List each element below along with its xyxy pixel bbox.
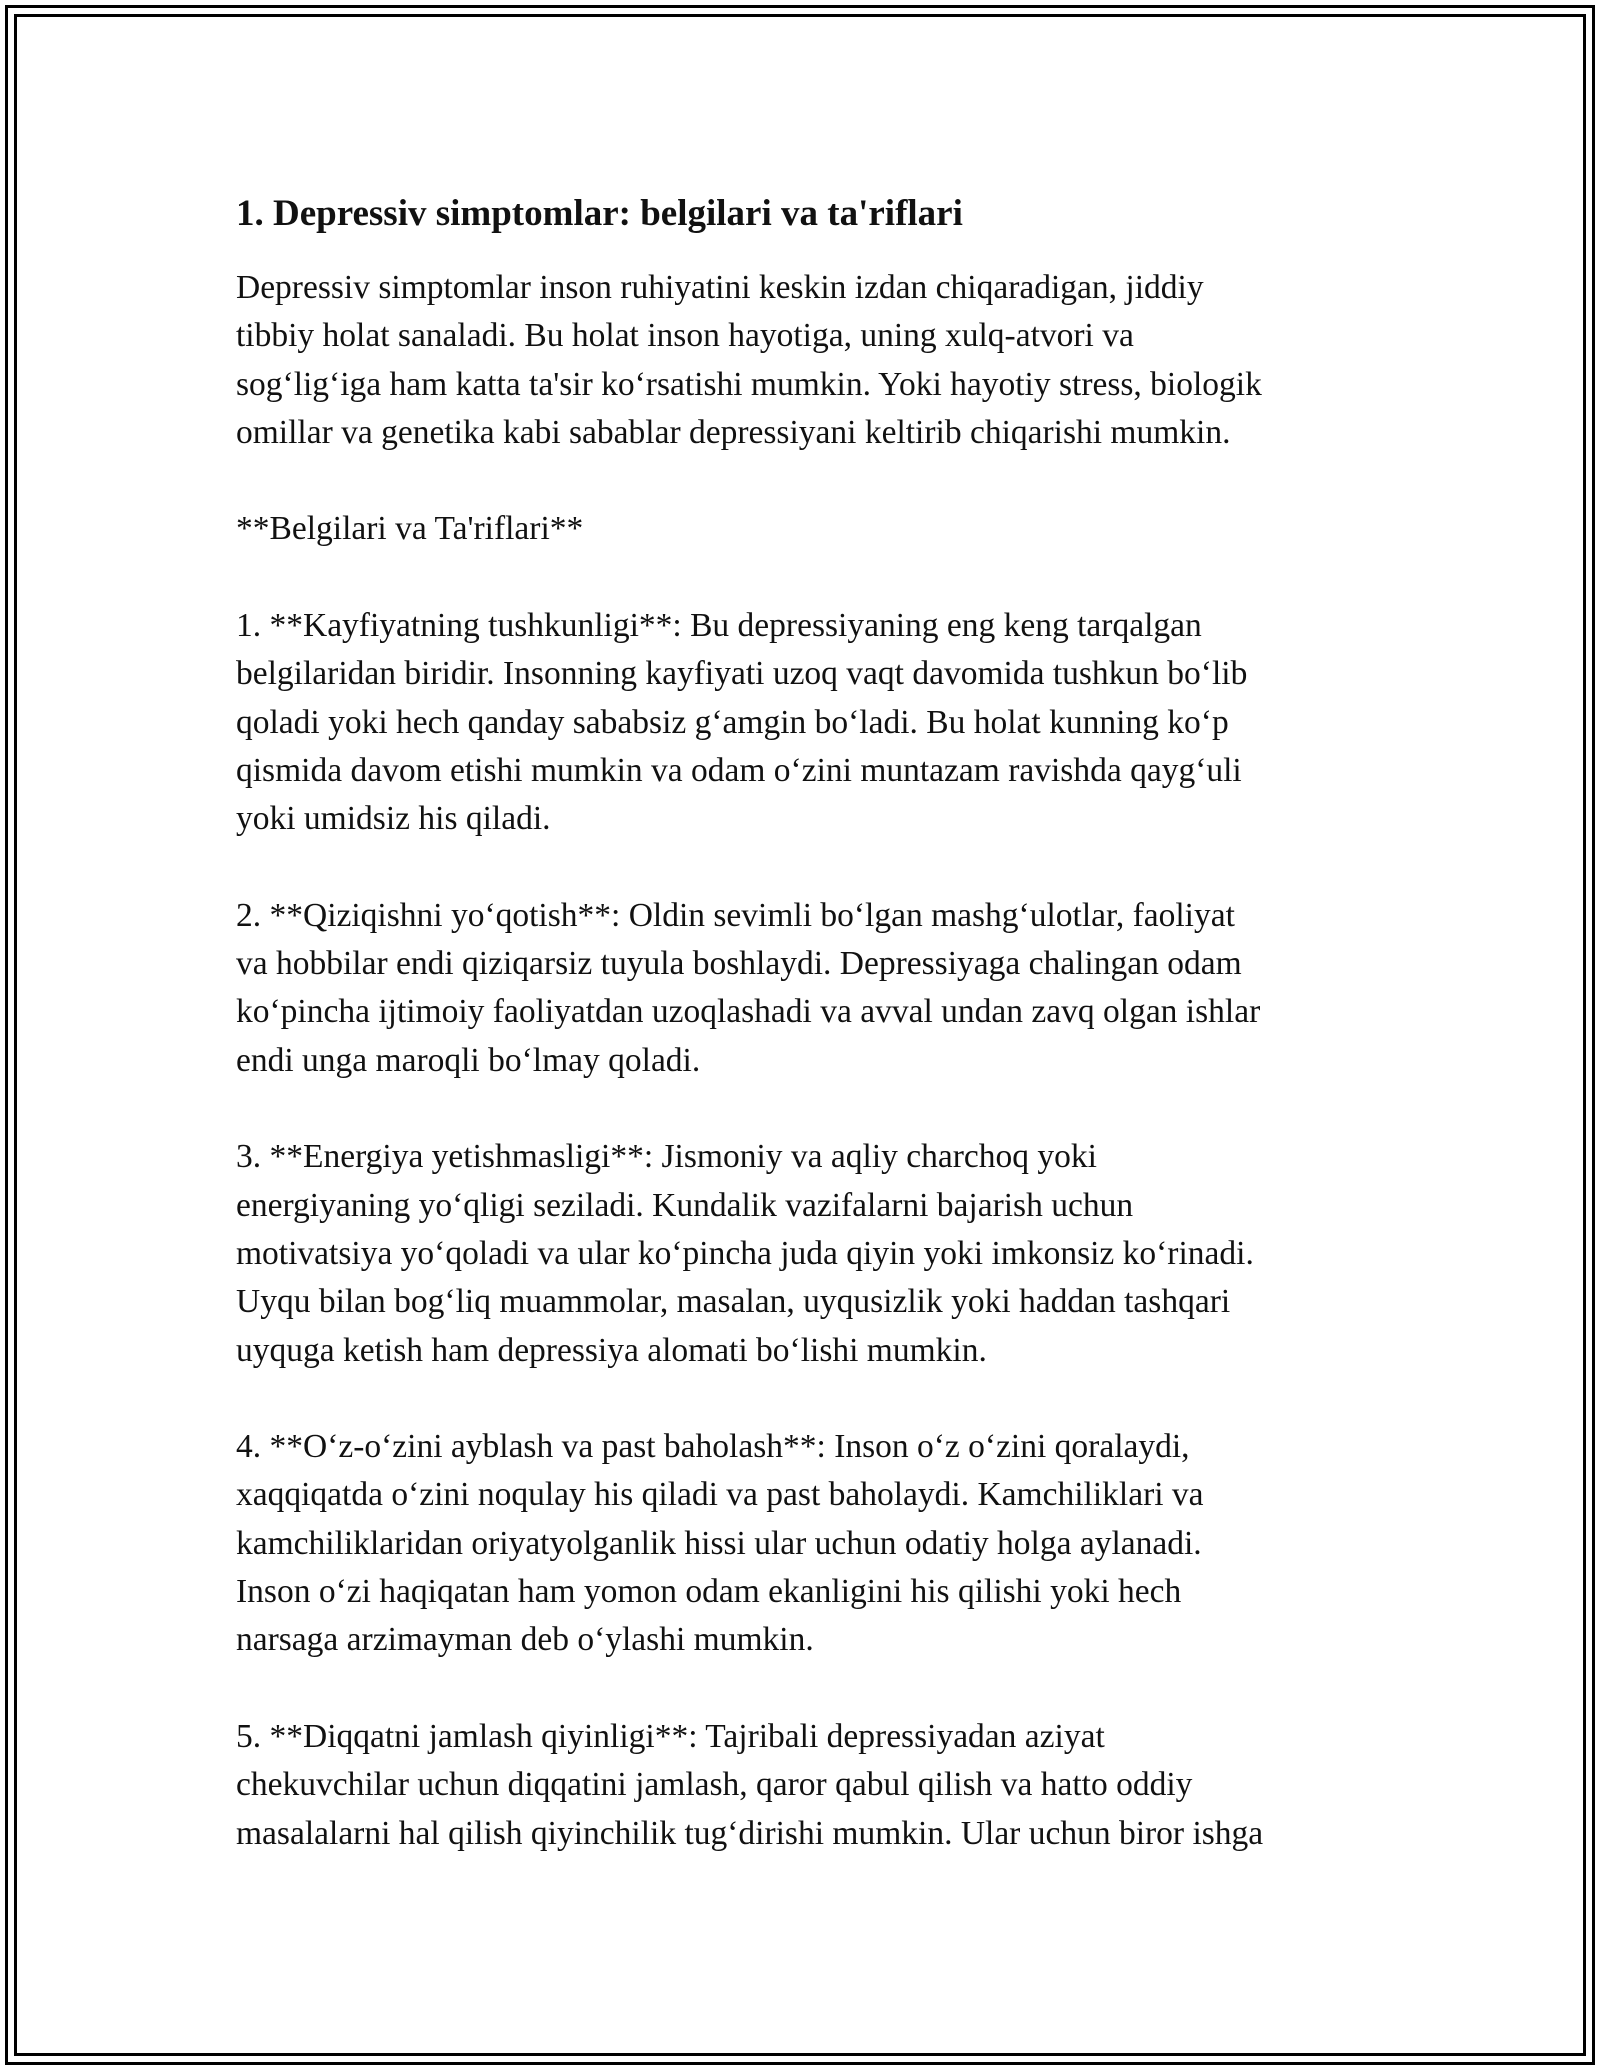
list-item-line: endi unga maroqli bo‘lmay qoladi. [236, 1041, 701, 1079]
list-item-line: xaqqiqatda o‘zini noqulay his qiladi va past baholaydi. Kamchiliklari va [236, 1476, 1204, 1514]
list-item-line: masalalarni hal qilish qiyinchilik tug‘dirishi mumkin. Ular uchun biror ishga [236, 1814, 1264, 1852]
intro-paragraph [236, 264, 1366, 457]
list-item-line: 2. **Qiziqishni yo‘qotish**: Oldin sevimli bo‘lgan mashg‘ulotlar, faoliyat [236, 896, 1235, 934]
intro-line: sog‘lig‘iga ham katta ta'sir ko‘rsatishi mumkin. Yoki hayotiy stress, biologik [236, 365, 1262, 403]
list-item-line: 5. **Diqqatni jamlash qiyinligi**: Tajribali depressiyadan aziyat [236, 1717, 1105, 1755]
intro-line: tibbiy holat sanaladi. Bu holat inson hayotiga, uning xulq-atvori va [236, 317, 1134, 355]
intro-line: omillar va genetika kabi sabablar depressiyani keltirib chiqarishi mumkin. [236, 413, 1231, 451]
list-item-line: yoki umidsiz his qiladi. [236, 800, 551, 838]
list-item-line: kamchiliklaridan oriyatyolganlik hissi ular uchun odatiy holga aylanadi. [236, 1524, 1202, 1562]
list-item-line: 3. **Energiya yetishmasligi**: Jismoniy va aqliy charchoq yoki [236, 1138, 1097, 1176]
list-item-line: 4. **O‘z-o‘zini ayblash va past baholash**: Inson o‘z o‘zini qoralaydi, [236, 1428, 1190, 1466]
list-item-mood [236, 602, 1366, 843]
list-item-line: 1. **Kayfiyatning tushkunligi**: Bu depressiyaning eng keng tarqalgan [236, 607, 1202, 645]
paragraph-spacer [236, 1085, 1366, 1133]
list-item-line: narsaga arzimayman deb o‘ylashi mumkin. [236, 1621, 814, 1659]
paragraph-spacer [236, 1665, 1366, 1713]
paragraph-spacer [236, 457, 1366, 505]
list-item-line: energiyaning yo‘qligi seziladi. Kundalik vazifalarni bajarish uchun [236, 1186, 1134, 1224]
list-item-energy [236, 1133, 1366, 1374]
list-item-interest [236, 892, 1366, 1085]
list-item-line: ko‘pincha ijtimoiy faoliyatdan uzoqlashadi va avval undan zavq olgan ishlar [236, 993, 1261, 1031]
section-heading: **Belgilari va Ta'riflari** [236, 510, 584, 548]
document-body [236, 186, 1366, 1858]
list-item-self-blame [236, 1423, 1366, 1664]
list-item-line: va hobbilar endi qiziqarsiz tuyula boshlaydi. Depressiyaga chalingan odam [236, 945, 1242, 983]
paragraph-spacer [236, 1375, 1366, 1423]
list-item-line: qoladi yoki hech qanday sababsiz g‘amgin bo‘ladi. Bu holat kunning ko‘p [236, 703, 1229, 741]
list-item-line: uyquga ketish ham depressiya alomati bo‘lishi mumkin. [236, 1331, 987, 1369]
document-title: 1. Depressiv simptomlar: belgilari va ta'riflari [236, 193, 963, 234]
list-item-line: Inson o‘zi haqiqatan ham yomon odam ekanligini his qilishi yoki hech [236, 1573, 1182, 1611]
list-item-line: Uyqu bilan bog‘liq muammolar, masalan, uyqusizlik yoki haddan tashqari [236, 1283, 1231, 1321]
paragraph-spacer [236, 554, 1366, 602]
list-item-line: chekuvchilar uchun diqqatini jamlash, qaror qabul qilish va hatto oddiy [236, 1766, 1193, 1804]
paragraph-spacer [236, 844, 1366, 892]
list-item-line: motivatsiya yo‘qoladi va ular ko‘pincha juda qiyin yoki imkonsiz ko‘rinadi. [236, 1234, 1254, 1272]
list-item-line: belgilaridan biridir. Insonning kayfiyati uzoq vaqt davomida tushkun bo‘lib [236, 655, 1248, 693]
list-item-line: qismida davom etishi mumkin va odam o‘zini muntazam ravishda qayg‘uli [236, 751, 1242, 789]
list-item-concentration [236, 1713, 1366, 1858]
intro-line: Depressiv simptomlar inson ruhiyatini keskin izdan chiqaradigan, jiddiy [236, 269, 1204, 306]
